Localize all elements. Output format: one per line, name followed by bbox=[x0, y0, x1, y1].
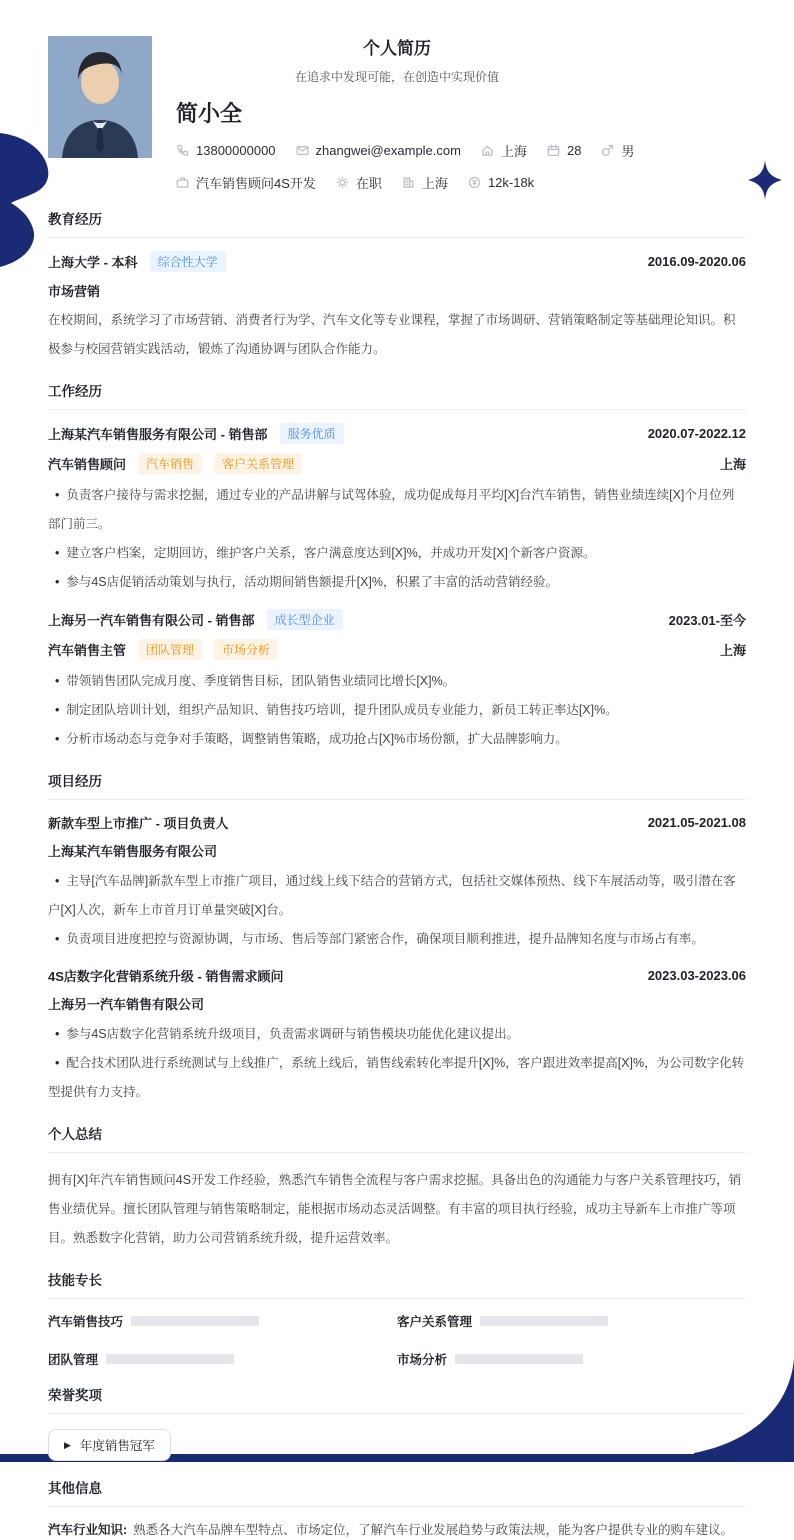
contact-city bbox=[481, 141, 527, 160]
contact-salary-value: 12k-18k bbox=[487, 175, 535, 190]
contact-status-value: 在职 bbox=[355, 176, 382, 191]
section-education-title: 教育经历 bbox=[48, 208, 746, 238]
job-location: 上海 bbox=[719, 643, 746, 658]
contact-email bbox=[296, 143, 461, 158]
section-honors-title: 荣誉奖项 bbox=[48, 1384, 746, 1414]
building-icon bbox=[402, 176, 415, 189]
gender-icon bbox=[601, 144, 614, 157]
job-date: 2023.01-至今 bbox=[668, 613, 746, 628]
job-company-tag: 服务优质 bbox=[280, 423, 344, 444]
salary-icon bbox=[468, 176, 481, 189]
contact-age-value: 28 bbox=[566, 143, 582, 158]
bullet-item: • 主导[汽车品牌]新款车型上市推广项目，通过线上线下结合的营销方式，包括社交媒体预热、线下车展活动等，吸引潜在客户[X]人次，新车上市首月订单量突破[X]台。 bbox=[48, 867, 746, 925]
skill-bar bbox=[106, 1354, 234, 1364]
page-title: 个人简历 bbox=[363, 39, 431, 58]
project-item bbox=[48, 813, 746, 954]
section-skills-title: 技能专长 bbox=[48, 1269, 746, 1299]
section-honors bbox=[48, 1384, 746, 1461]
job-skill-tag: 汽车销售 bbox=[138, 453, 202, 474]
mail-icon bbox=[296, 144, 309, 157]
project-date: 2023.03-2023.06 bbox=[647, 968, 746, 983]
summary-text: 拥有[X]年汽车销售顾问4S开发工作经验，熟悉汽车销售全流程与客户需求挖掘。具备出色的沟通能力与客户关系管理技巧，销售业绩优异。擅长团队管理与销售策略制定，能根据市场动态灵活调整。有丰富的项目执行经验，成功主导新车上市推广等项目。熟悉数字化营销，助力公司营销系统升级，提升运营效率。 bbox=[48, 1173, 742, 1245]
job-company-tag: 成长型企业 bbox=[267, 609, 343, 630]
skill-item bbox=[48, 1312, 397, 1330]
education-date: 2016.09-2020.06 bbox=[647, 254, 746, 269]
bullet-item: • 制定团队培训计划，组织产品知识、销售技巧培训，提升团队成员专业能力，新员工转正率达[X]%。 bbox=[48, 696, 746, 725]
education-major: 市场营销 bbox=[48, 284, 101, 299]
skill-label: 团队管理 bbox=[48, 1353, 99, 1367]
resume-header bbox=[48, 34, 746, 192]
contact-age bbox=[547, 143, 581, 158]
bullet-item: • 参与4S店数字化营销系统升级项目，负责需求调研与销售模块功能优化建议提出。 bbox=[48, 1020, 746, 1049]
contact-work-city bbox=[402, 173, 448, 192]
skill-item bbox=[48, 1350, 397, 1368]
section-summary bbox=[48, 1123, 746, 1253]
project-date: 2021.05-2021.08 bbox=[647, 815, 746, 830]
project-name: 新款车型上市推广 - 项目负责人 bbox=[48, 816, 229, 831]
skill-item bbox=[397, 1312, 746, 1330]
education-school: 上海大学 - 本科 bbox=[48, 255, 138, 270]
skill-label: 汽车销售技巧 bbox=[48, 1315, 124, 1329]
section-other bbox=[48, 1477, 746, 1540]
bullet-item: • 建立客户档案，定期回访，维护客户关系，客户满意度达到[X]%，并成功开发[X]个新客户资源。 bbox=[48, 539, 746, 568]
skill-bar bbox=[131, 1316, 259, 1326]
contact-job-intention-value: 汽车销售顾问4S开发 bbox=[196, 176, 316, 191]
job-company: 上海某汽车销售服务有限公司 - 销售部 bbox=[48, 427, 268, 442]
contact-salary bbox=[468, 175, 534, 190]
contact-email-value: zhangwei@example.com bbox=[315, 143, 461, 158]
bullet-item: • 分析市场动态与竞争对手策略，调整销售策略，成功抢占[X]%市场份额，扩大品牌影响力。 bbox=[48, 725, 746, 754]
project-company: 上海另一汽车销售有限公司 bbox=[48, 997, 205, 1012]
page-subtitle: 在追求中发现可能，在创造中实现价值 bbox=[294, 70, 499, 84]
section-other-title: 其他信息 bbox=[48, 1477, 746, 1507]
profile-photo bbox=[48, 36, 152, 158]
contact-gender bbox=[601, 141, 634, 160]
calendar-icon bbox=[547, 144, 560, 157]
honor-chip[interactable] bbox=[48, 1429, 171, 1461]
section-summary-title: 个人总结 bbox=[48, 1123, 746, 1153]
job-position: 汽车销售主管 bbox=[48, 643, 127, 658]
section-education bbox=[48, 208, 746, 364]
other-info-line bbox=[48, 1520, 746, 1540]
bullet-item: • 参与4S店促销活动策划与执行，活动期间销售额提升[X]%，积累了丰富的活动营销经验。 bbox=[48, 568, 746, 597]
person-name: 简小全 bbox=[176, 101, 243, 126]
skill-bar bbox=[455, 1354, 583, 1364]
skill-item bbox=[397, 1350, 746, 1368]
job-item bbox=[48, 609, 746, 754]
job-location: 上海 bbox=[719, 457, 746, 472]
job-position: 汽车销售顾问 bbox=[48, 457, 127, 472]
skill-bar bbox=[480, 1316, 608, 1326]
section-projects bbox=[48, 770, 746, 1107]
job-company: 上海另一汽车销售有限公司 - 销售部 bbox=[48, 613, 255, 628]
contact-job-intention bbox=[176, 173, 316, 192]
project-company: 上海某汽车销售服务有限公司 bbox=[48, 844, 218, 859]
gear-icon bbox=[336, 176, 349, 189]
contact-phone-value: 13800000000 bbox=[196, 143, 276, 158]
section-projects-title: 项目经历 bbox=[48, 770, 746, 800]
education-description: 在校期间，系统学习了市场营销、消费者行为学、汽车文化等专业课程，掌握了市场调研、营销策略制定等基础理论知识。积极参与校园营销实践活动，锻炼了沟通协调与团队合作能力。 bbox=[48, 313, 736, 356]
bullet-item: • 带领销售团队完成月度、季度销售目标，团队销售业绩同比增长[X]%。 bbox=[48, 667, 746, 696]
job-item bbox=[48, 423, 746, 597]
briefcase-icon bbox=[176, 176, 189, 189]
job-skill-tag: 团队管理 bbox=[138, 639, 202, 660]
bullet-item: • 配合技术团队进行系统测试与上线推广，系统上线后，销售线索转化率提升[X]%，客户跟进效率提高[X]%，为公司数字化转型提供有力支持。 bbox=[48, 1049, 746, 1107]
skill-label: 客户关系管理 bbox=[397, 1315, 473, 1329]
skill-label: 市场分析 bbox=[397, 1353, 448, 1367]
contact-status bbox=[336, 173, 382, 192]
bullet-item: • 负责客户接待与需求挖掘，通过专业的产品讲解与试驾体验，成功促成每月平均[X]台汽车销售，销售业绩连续[X]个月位列部门前三。 bbox=[48, 481, 746, 539]
job-skill-tag: 市场分析 bbox=[214, 639, 278, 660]
phone-icon bbox=[176, 144, 189, 157]
project-item bbox=[48, 966, 746, 1107]
contact-row-2 bbox=[176, 173, 746, 192]
contact-gender-value: 男 bbox=[621, 144, 635, 159]
project-name: 4S店数字化营销系统升级 - 销售需求顾问 bbox=[48, 969, 284, 984]
honor-label: 年度销售冠军 bbox=[79, 1439, 155, 1453]
other-info-text: 熟悉各大汽车品牌车型特点、市场定位，了解汽车行业发展趋势与政策法规，能为客户提供专业的购车建议。 bbox=[133, 1523, 734, 1537]
contact-work-city-value: 上海 bbox=[421, 176, 448, 191]
section-work-title: 工作经历 bbox=[48, 380, 746, 410]
contact-city-value: 上海 bbox=[500, 144, 527, 159]
section-skills bbox=[48, 1269, 746, 1368]
other-info-label: 汽车行业知识: bbox=[48, 1523, 128, 1537]
education-tag: 综合性大学 bbox=[150, 251, 226, 272]
contact-phone bbox=[176, 143, 276, 158]
contact-row-1 bbox=[176, 141, 746, 160]
home-icon bbox=[481, 144, 494, 157]
section-work bbox=[48, 380, 746, 754]
job-skill-tag: 客户关系管理 bbox=[214, 453, 302, 474]
play-triangle-icon: ▶ bbox=[64, 1439, 71, 1450]
job-date: 2020.07-2022.12 bbox=[647, 426, 746, 441]
bullet-item: • 负责项目进度把控与资源协调，与市场、售后等部门紧密合作，确保项目顺利推进，提升品牌知名度与市场占有率。 bbox=[48, 925, 746, 954]
